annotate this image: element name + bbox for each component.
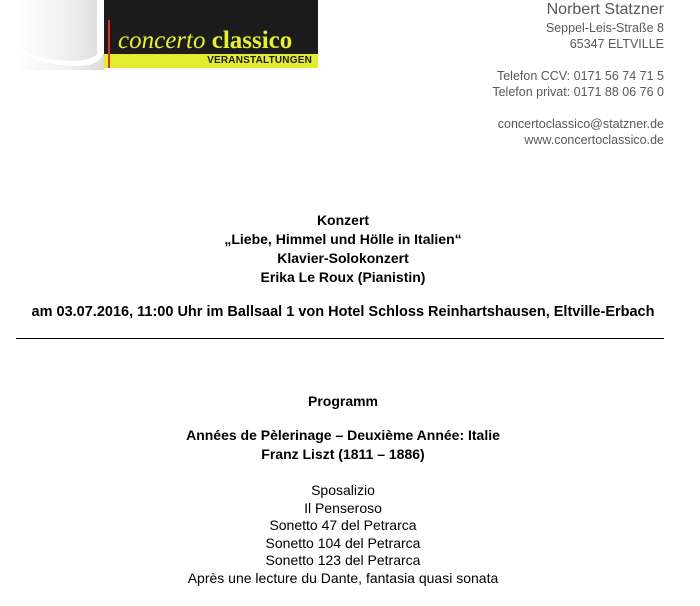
program-piece: Il Penseroso	[304, 499, 382, 516]
sender-website: www.concertoclassico.de	[524, 133, 664, 147]
logo-note-shape	[14, 0, 106, 70]
logo-wordmark	[118, 28, 292, 54]
logo-red-line	[108, 20, 110, 68]
logo-subtitle: VERANSTALTUNGEN	[207, 55, 312, 66]
event-header	[0, 211, 686, 287]
program-heading-row	[0, 392, 686, 411]
event-details-row	[0, 303, 686, 322]
program-piece: Sonetto 123 del Petrarca	[265, 552, 421, 568]
logo-word-concerto: concerto	[118, 27, 206, 54]
sender-block	[492, 0, 664, 148]
sender-street: Seppel-Leis-Straße 8	[545, 21, 664, 35]
program-piece: Sonetto 47 del Petrarca	[269, 517, 417, 533]
program-heading: Programm	[307, 393, 379, 409]
company-logo	[14, 0, 318, 70]
divider-line	[16, 338, 664, 339]
sender-email: concertoclassico@statzner.de	[497, 117, 664, 131]
sender-phone-ccv: Telefon CCV: 0171 56 74 71 5	[496, 69, 664, 83]
program-piece: Sposalizio	[311, 482, 375, 498]
program-piece: Sonetto 104 del Petrarca	[265, 534, 421, 551]
event-heading: Konzert	[316, 212, 370, 228]
program-piece: Après une lecture du Dante, fantasia quasi sonata	[187, 569, 499, 586]
program-piece-list	[0, 482, 686, 587]
program-composer: Franz Liszt (1811 – 1886)	[261, 446, 425, 462]
sender-phone-private: Telefon privat: 0171 88 06 76 0	[492, 85, 664, 99]
logo-word-classico: classico	[211, 27, 293, 54]
event-details: am 03.07.2016, 11:00 Uhr im Ballsaal 1 von Hotel Schloss Reinhartshausen, Eltville-Erbach	[31, 304, 655, 320]
program-work-title: Années de Pèlerinage – Deuxième Année: Italie	[186, 427, 500, 443]
sender-name: Norbert Statzner	[546, 1, 664, 18]
event-title: „Liebe, Himmel und Hölle in Italien“	[224, 231, 462, 247]
event-artist: Erika Le Roux (Pianistin)	[260, 269, 426, 285]
sender-city: 65347 ELTVILLE	[569, 37, 664, 51]
program-work-block	[0, 426, 686, 464]
event-subtitle: Klavier-Solokonzert	[277, 250, 409, 266]
